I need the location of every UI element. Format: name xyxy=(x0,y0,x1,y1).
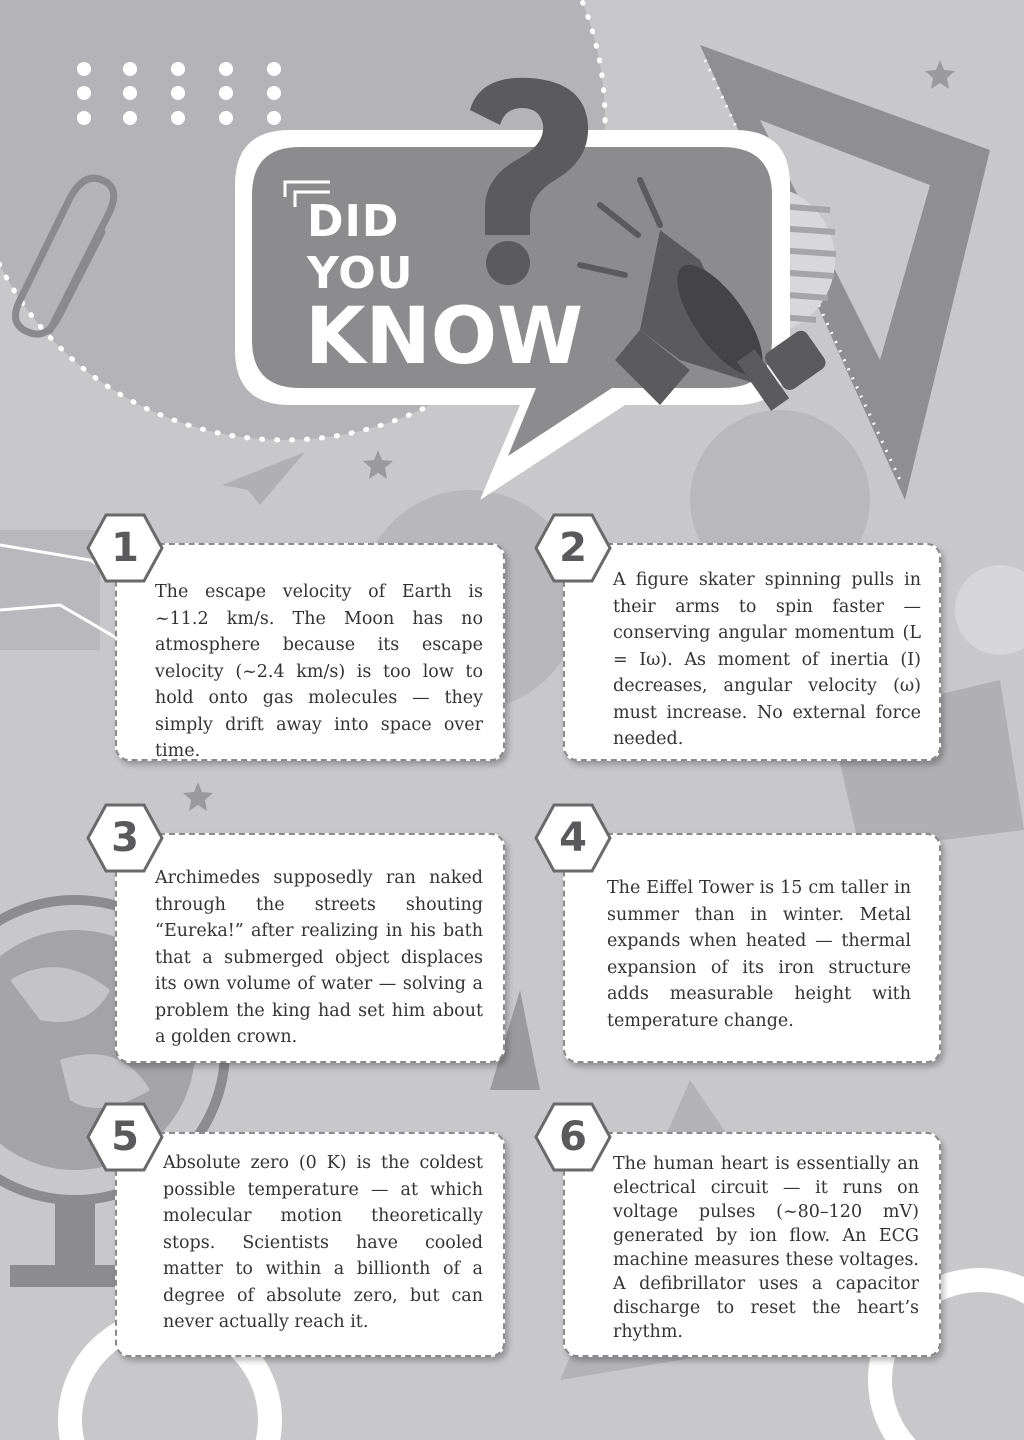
number-4: 4 xyxy=(559,815,587,861)
paper-plane-icon xyxy=(222,452,305,505)
fact-text-3: Archimedes supposedly ran naked through the streets shouting “Eureka!” after realizing in his bath that a submerged object displaces its own volume of water — solving a problem the king had set him about a golden crown. xyxy=(155,868,483,1047)
number-1: 1 xyxy=(111,525,139,571)
title-know: KNOW xyxy=(305,292,584,382)
number-5: 5 xyxy=(111,1114,139,1160)
fact-card-2 xyxy=(563,543,941,761)
fact-card-4 xyxy=(563,833,941,1063)
title-you: YOU xyxy=(307,248,414,299)
fact-card-1 xyxy=(115,543,505,761)
fact-card-3 xyxy=(115,833,505,1063)
fact-text-4: The Eiffel Tower is 15 cm taller in summer than in winter. Metal expands when heated — thermal expansion of its iron structure adds measurable height with temperature change. xyxy=(607,878,911,1031)
fact-card-5 xyxy=(115,1132,505,1357)
fact-card-6 xyxy=(563,1132,941,1357)
fact-text-2: A figure skater spinning pulls in their arms to spin faster — conserving angular momentum (L = Iω). As moment of inertia (I) decreases, angular velocity (ω) must increase. No external force needed. xyxy=(613,570,921,749)
fact-text-1: The escape velocity of Earth is ~11.2 km/s. The Moon has no atmosphere because its escape velocity (~2.4 km/s) is too low to hold onto gas molecules — they simply drift away into space over time. xyxy=(155,582,483,761)
number-6: 6 xyxy=(559,1114,587,1160)
fact-text-5: Absolute zero (0 K) is the coldest possible temperature — at which molecular motion theoretically stops. Scientists have cooled matter to within a billionth of a degree of absolute zero, but can never actually reach it. xyxy=(163,1153,483,1332)
fact-text-6: The human heart is essentially an electrical circuit — it runs on voltage pulses (~80–120 mV) generated by ion flow. An ECG machine measures these voltages. A defibrillator uses a capacitor discharge to reset the heart’s rhythm. xyxy=(613,1154,919,1342)
number-2: 2 xyxy=(559,525,587,571)
title-did: DID xyxy=(307,196,400,247)
number-3: 3 xyxy=(111,815,139,861)
